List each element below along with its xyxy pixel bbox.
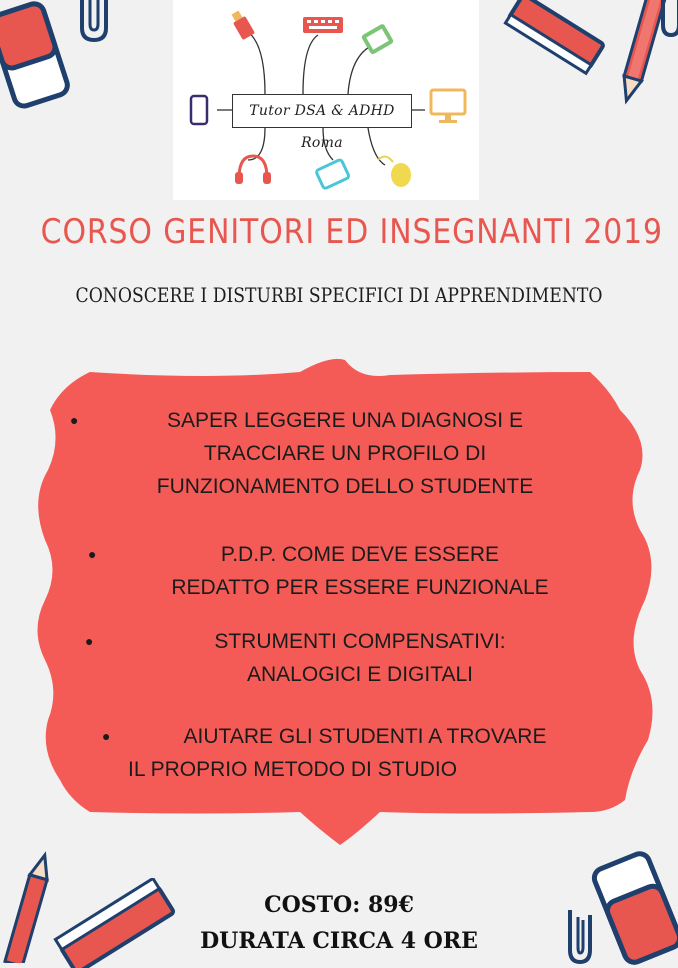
duration-label: DURATA CIRCA 4 ORE	[200, 928, 478, 954]
page-title: CORSO GENITORI ED INSEGNANTI 2019	[40, 212, 663, 252]
bullet-icon: ●	[85, 633, 94, 649]
cost-label: COSTO: 89€	[264, 892, 414, 918]
list-item: ● AIUTARE GLI STUDENTI A TROVARE IL PROPRIO METODO DI STUDIO	[120, 720, 610, 786]
list-item: ● STRUMENTI COMPENSATIVI: ANALOGICI E DIGITALI	[140, 625, 580, 691]
bullet-icon: ●	[88, 546, 97, 562]
list-item: ● P.D.P. COME DEVE ESSERE REDATTO PER ESSERE FUNZIONALE	[100, 538, 620, 604]
logo-text: Tutor DSA & ADHD Roma	[232, 94, 412, 128]
list-item: ● SAPER LEGGERE UNA DIAGNOSI E TRACCIARE UN PROFILO DI FUNZIONAMENTO DELLO STUDENTE	[100, 404, 590, 503]
bullet-icon: ●	[70, 412, 79, 428]
page-subtitle: CONOSCERE I DISTURBI SPECIFICI DI APPRENDIMENTO	[75, 283, 603, 307]
bullet-icon: ●	[102, 728, 111, 744]
